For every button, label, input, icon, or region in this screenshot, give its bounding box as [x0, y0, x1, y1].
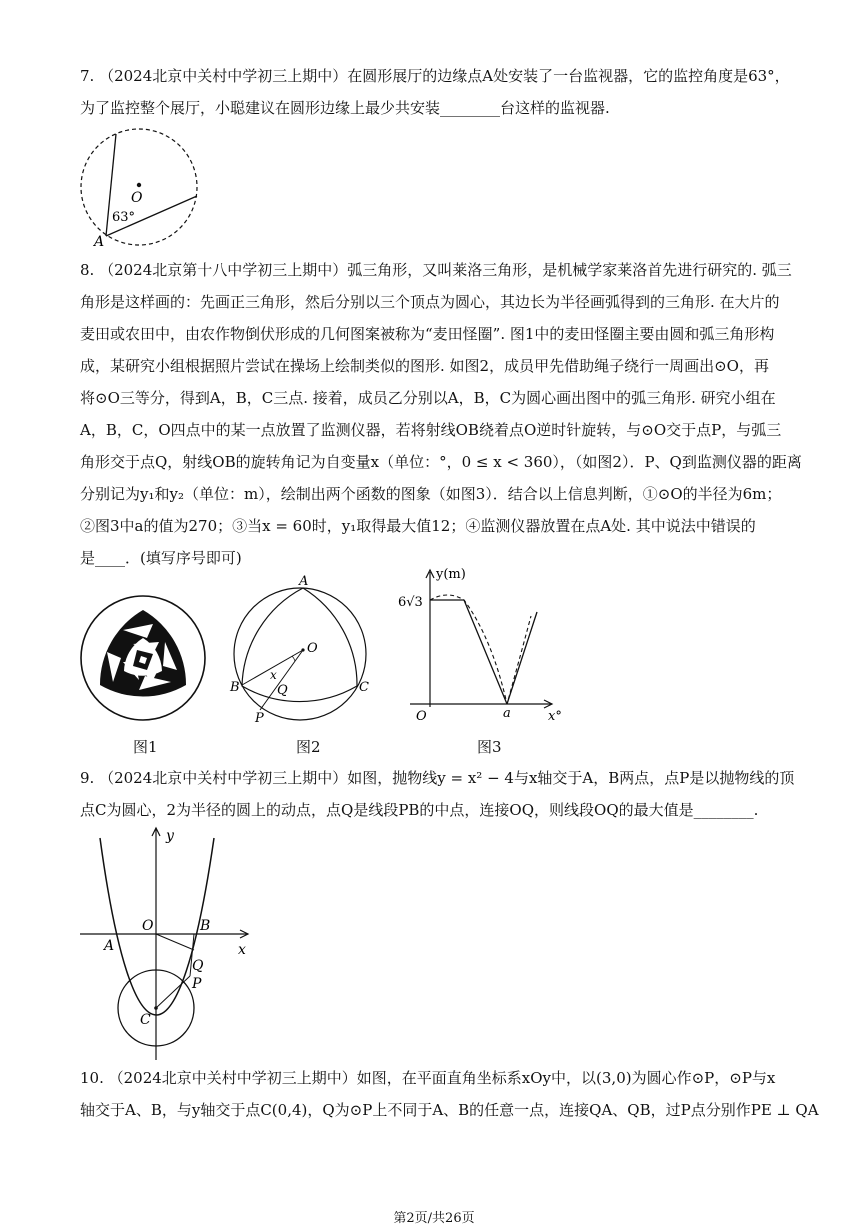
- q9-label-a: A: [104, 938, 115, 954]
- q9-label-b: B: [200, 918, 211, 934]
- q8-fig1-caption: 图1: [133, 738, 158, 756]
- q8-fig3-xlabel: x°: [548, 709, 562, 724]
- q9-figure-parabola: [76, 824, 256, 1064]
- q8-fig2-label-q: Q: [277, 683, 288, 698]
- q8-fig2-label-p: P: [255, 711, 264, 726]
- q8-line-2: 角形是这样画的：先画正三角形，然后分别以三个顶点为圆心，其边长为半径画弧得到的三角形. 在大片的: [80, 293, 780, 311]
- q7-label-a: A: [94, 234, 105, 250]
- q9-label-y: y: [166, 828, 174, 844]
- q8-line-9: ②图3中a的值为270；③当x = 60时，y₁取得最大值12；④监测仪器放置在点A处. 其中说法中错误的: [80, 517, 756, 535]
- q9-line-1: 9. （2024北京中关村中学初三上期中）如图，抛物线y = x² − 4与x轴交于A，B两点，点P是以抛物线的顶: [80, 769, 795, 787]
- q8-fig2-label-c: C: [359, 680, 369, 695]
- q8-line-3: 麦田或农田中，由农作物倒伏形成的几何图案被称为“麦田怪圈”. 图1中的麦田怪圈主要由圆和弧三角形构: [80, 325, 775, 343]
- q10-line-1: 10. （2024北京中关村中学初三上期中）如图，在平面直角坐标系xOy中，以(3,0)为圆心作⊙P，⊙P与x: [80, 1069, 776, 1087]
- page-footer: 第2页/共26页: [393, 1211, 475, 1226]
- q8-fig3-ytick: 6√3: [398, 595, 423, 610]
- q8-fig3-caption: 图3: [477, 738, 502, 756]
- q8-line-10: 是____．(填写序号即可): [80, 549, 242, 567]
- q8-fig2-label-b: B: [230, 680, 240, 695]
- q9-label-p: P: [192, 976, 202, 992]
- q8-fig2-label-a: A: [299, 574, 309, 589]
- q10-line-2: 轴交于A、B，与y轴交于点C(0,4)，Q为⊙P上不同于A、B的任意一点，连接QA、QB，过P点分别作PE ⊥ QA: [80, 1101, 819, 1119]
- q7-figure-monitor-circle: [76, 130, 206, 248]
- q8-figure-1-crop-circle: [79, 594, 207, 722]
- q8-figure-3-graph: [394, 564, 574, 724]
- q7-line-2: 为了监控整个展厅，小聪建议在圆形边缘上最少共安装________台这样的监视器.: [80, 99, 610, 117]
- q8-line-8: 分别记为y₁和y₂（单位：m），绘制出两个函数的图象（如图3）．结合以上信息判断，①⊙O的半径为6m；: [80, 485, 782, 503]
- q8-line-7: 角形交于点Q，射线OB的旋转角记为自变量x（单位：°，0 ≤ x < 360），（如图2）．P、Q到监测仪器的距离: [80, 453, 802, 471]
- q9-label-o: O: [142, 918, 154, 934]
- q7-label-o: O: [131, 190, 143, 206]
- q8-fig2-label-o: O: [307, 641, 318, 656]
- q9-label-c: C: [140, 1012, 151, 1028]
- q8-line-4: 成，某研究小组根据照片尝试在操场上绘制类似的图形. 如图2，成员甲先借助绳子绕行一周画出⊙O，再: [80, 357, 769, 375]
- q8-fig3-origin: O: [416, 709, 427, 724]
- q8-line-6: A，B，C，O四点中的某一点放置了监测仪器，若将射线OB绕着点O逆时针旋转，与⊙O交于点P，与弧三: [80, 421, 782, 439]
- q7-label-angle: 63°: [112, 210, 136, 225]
- q8-line-5: 将⊙O三等分，得到A，B，C三点. 接着，成员乙分别以A，B，C为圆心画出图中的弧三角形. 研究小组在: [80, 389, 776, 407]
- q8-figure-2-reuleaux: [228, 574, 378, 724]
- q8-fig2-label-x: x: [270, 668, 277, 682]
- q8-fig3-ylabel: y(m): [436, 567, 466, 582]
- q8-line-1: 8. （2024北京第十八中学初三上期中）弧三角形，又叫莱洛三角形，是机械学家莱洛首先进行研究的. 弧三: [80, 261, 792, 279]
- q7-line-1: 7. （2024北京中关村中学初三上期中）在圆形展厅的边缘点A处安装了一台监视器，它的监控角度是63°，: [80, 67, 790, 85]
- q8-fig3-a: a: [503, 706, 511, 721]
- q8-fig2-caption: 图2: [296, 738, 321, 756]
- q9-label-x: x: [238, 942, 246, 958]
- q9-line-2: 点C为圆心，2为半径的圆上的动点，点Q是线段PB的中点，连接OQ，则线段OQ的最大值是________.: [80, 801, 759, 819]
- q9-label-q: Q: [192, 958, 204, 974]
